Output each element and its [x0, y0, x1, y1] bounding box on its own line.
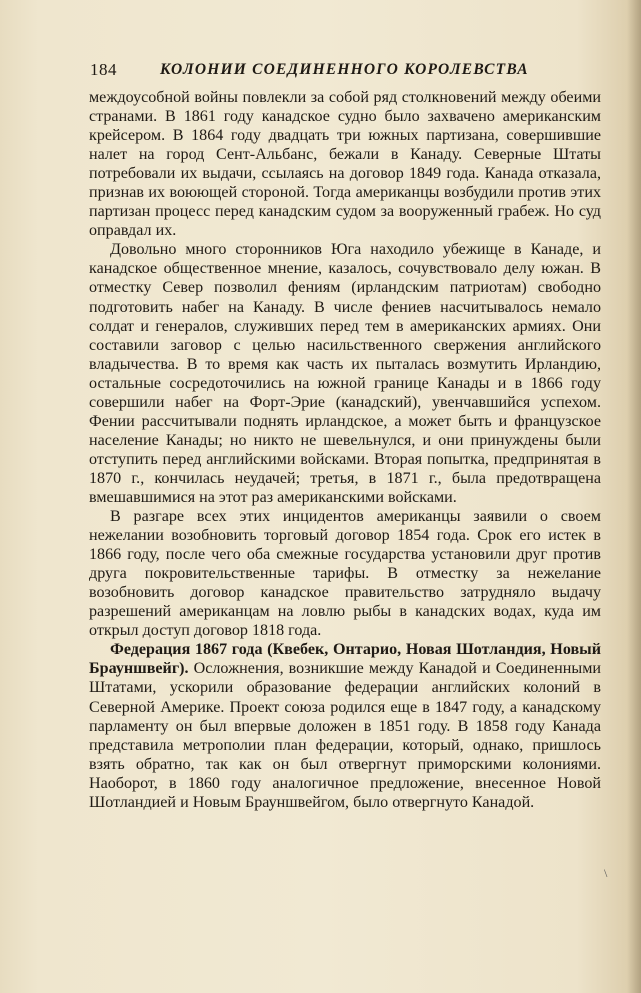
- section-heading: Федерация 1867 года (Квебек, Онтарио, Новая Шотландия, Новый Брауншвейг).: [89, 641, 601, 678]
- paragraph-2: Довольно много сторонников Юга находило убежище в Канаде, и канадское общественное мнение, казалось, сочувствовало делу южан. В отместку Север позволил фениям (ирландским патриотам) свободно подготовить набег на Канаду. В числе фениев насчитывалось немало солдат и генералов, служивших перед тем в американских армиях. Они составили заговор с целью насильственного свержения английского владычества. В то время как часть их пыталась возмутить Ирландию, остальные сосредоточились на южной границе Канады и в 1866 году совершили набег на Форт-Эрие (канадский), увенчавшийся успехом. Фении рассчитывали поднять ирландское, а может быть и французское население Канады; но никто не шевельнулся, и они принуждены были отступить перед английскими войсками. Вторая попытка, предпринятая в 1870 г., кончилась неудачей; третья, в 1871 г., была предотвращена вмешавшимися на этот раз американскими войсками.: [89, 241, 601, 506]
- paragraph-4: [89, 640, 601, 811]
- page-number: 184: [90, 60, 117, 79]
- running-title: КОЛОНИИ СОЕДИНЕННОГО КОРОЛЕВСТВА: [160, 61, 529, 78]
- page-header: [90, 60, 540, 84]
- paragraph-1: междоусобной войны повлекли за собой ряд столкновений между обеими странами. В 1861 году канадское судно было захвачено американским крейсером. В 1864 году двадцать три южных партизана, совершившие налет на город Сент-Альбанс, бежали в Канаду. Северные Штаты потребовали их выдачи, ссылаясь на договор 1849 года. Канада отказала, признав их воюющей стороной. Тогда американцы возбудили против этих партизан процесс перед канадским судом за вооруженный грабеж. Но суд оправдал их.: [89, 89, 601, 240]
- paragraph-4-text: Осложнения, возникшие между Канадой и Соединенными Штатами, ускорили образование федерации английских колоний в Северной Америке. Проект союза родился еще в 1847 году, а канадскому парламенту он был впервые доложен в 1851 году. В 1858 году Канада представила метрополии план федерации, который, однако, пришлось взять обратно, так как он был отвергнут приморскими колониями. Наоборот, в 1860 году аналогичное предложение, внесенное Новой Шотландией и Новым Брауншвейгом, было отвергнуто Канадой.: [89, 660, 601, 811]
- stray-mark: \: [604, 866, 608, 880]
- paragraph-3: В разгаре всех этих инцидентов американцы заявили о своем нежелании возобновить торговый договор 1854 года. Срок его истек в 1866 году, после чего оба смежные государства установили друг против друга покровительственные тарифы. В отместку за нежелание возобновить договор канадское правительство затрудняло выдачу разрешений американцам на ловлю рыбы в канадских водах, куда им открыл доступ договор 1818 года.: [89, 508, 601, 640]
- page-edge-shadow: [627, 0, 641, 993]
- main-text: [89, 88, 601, 812]
